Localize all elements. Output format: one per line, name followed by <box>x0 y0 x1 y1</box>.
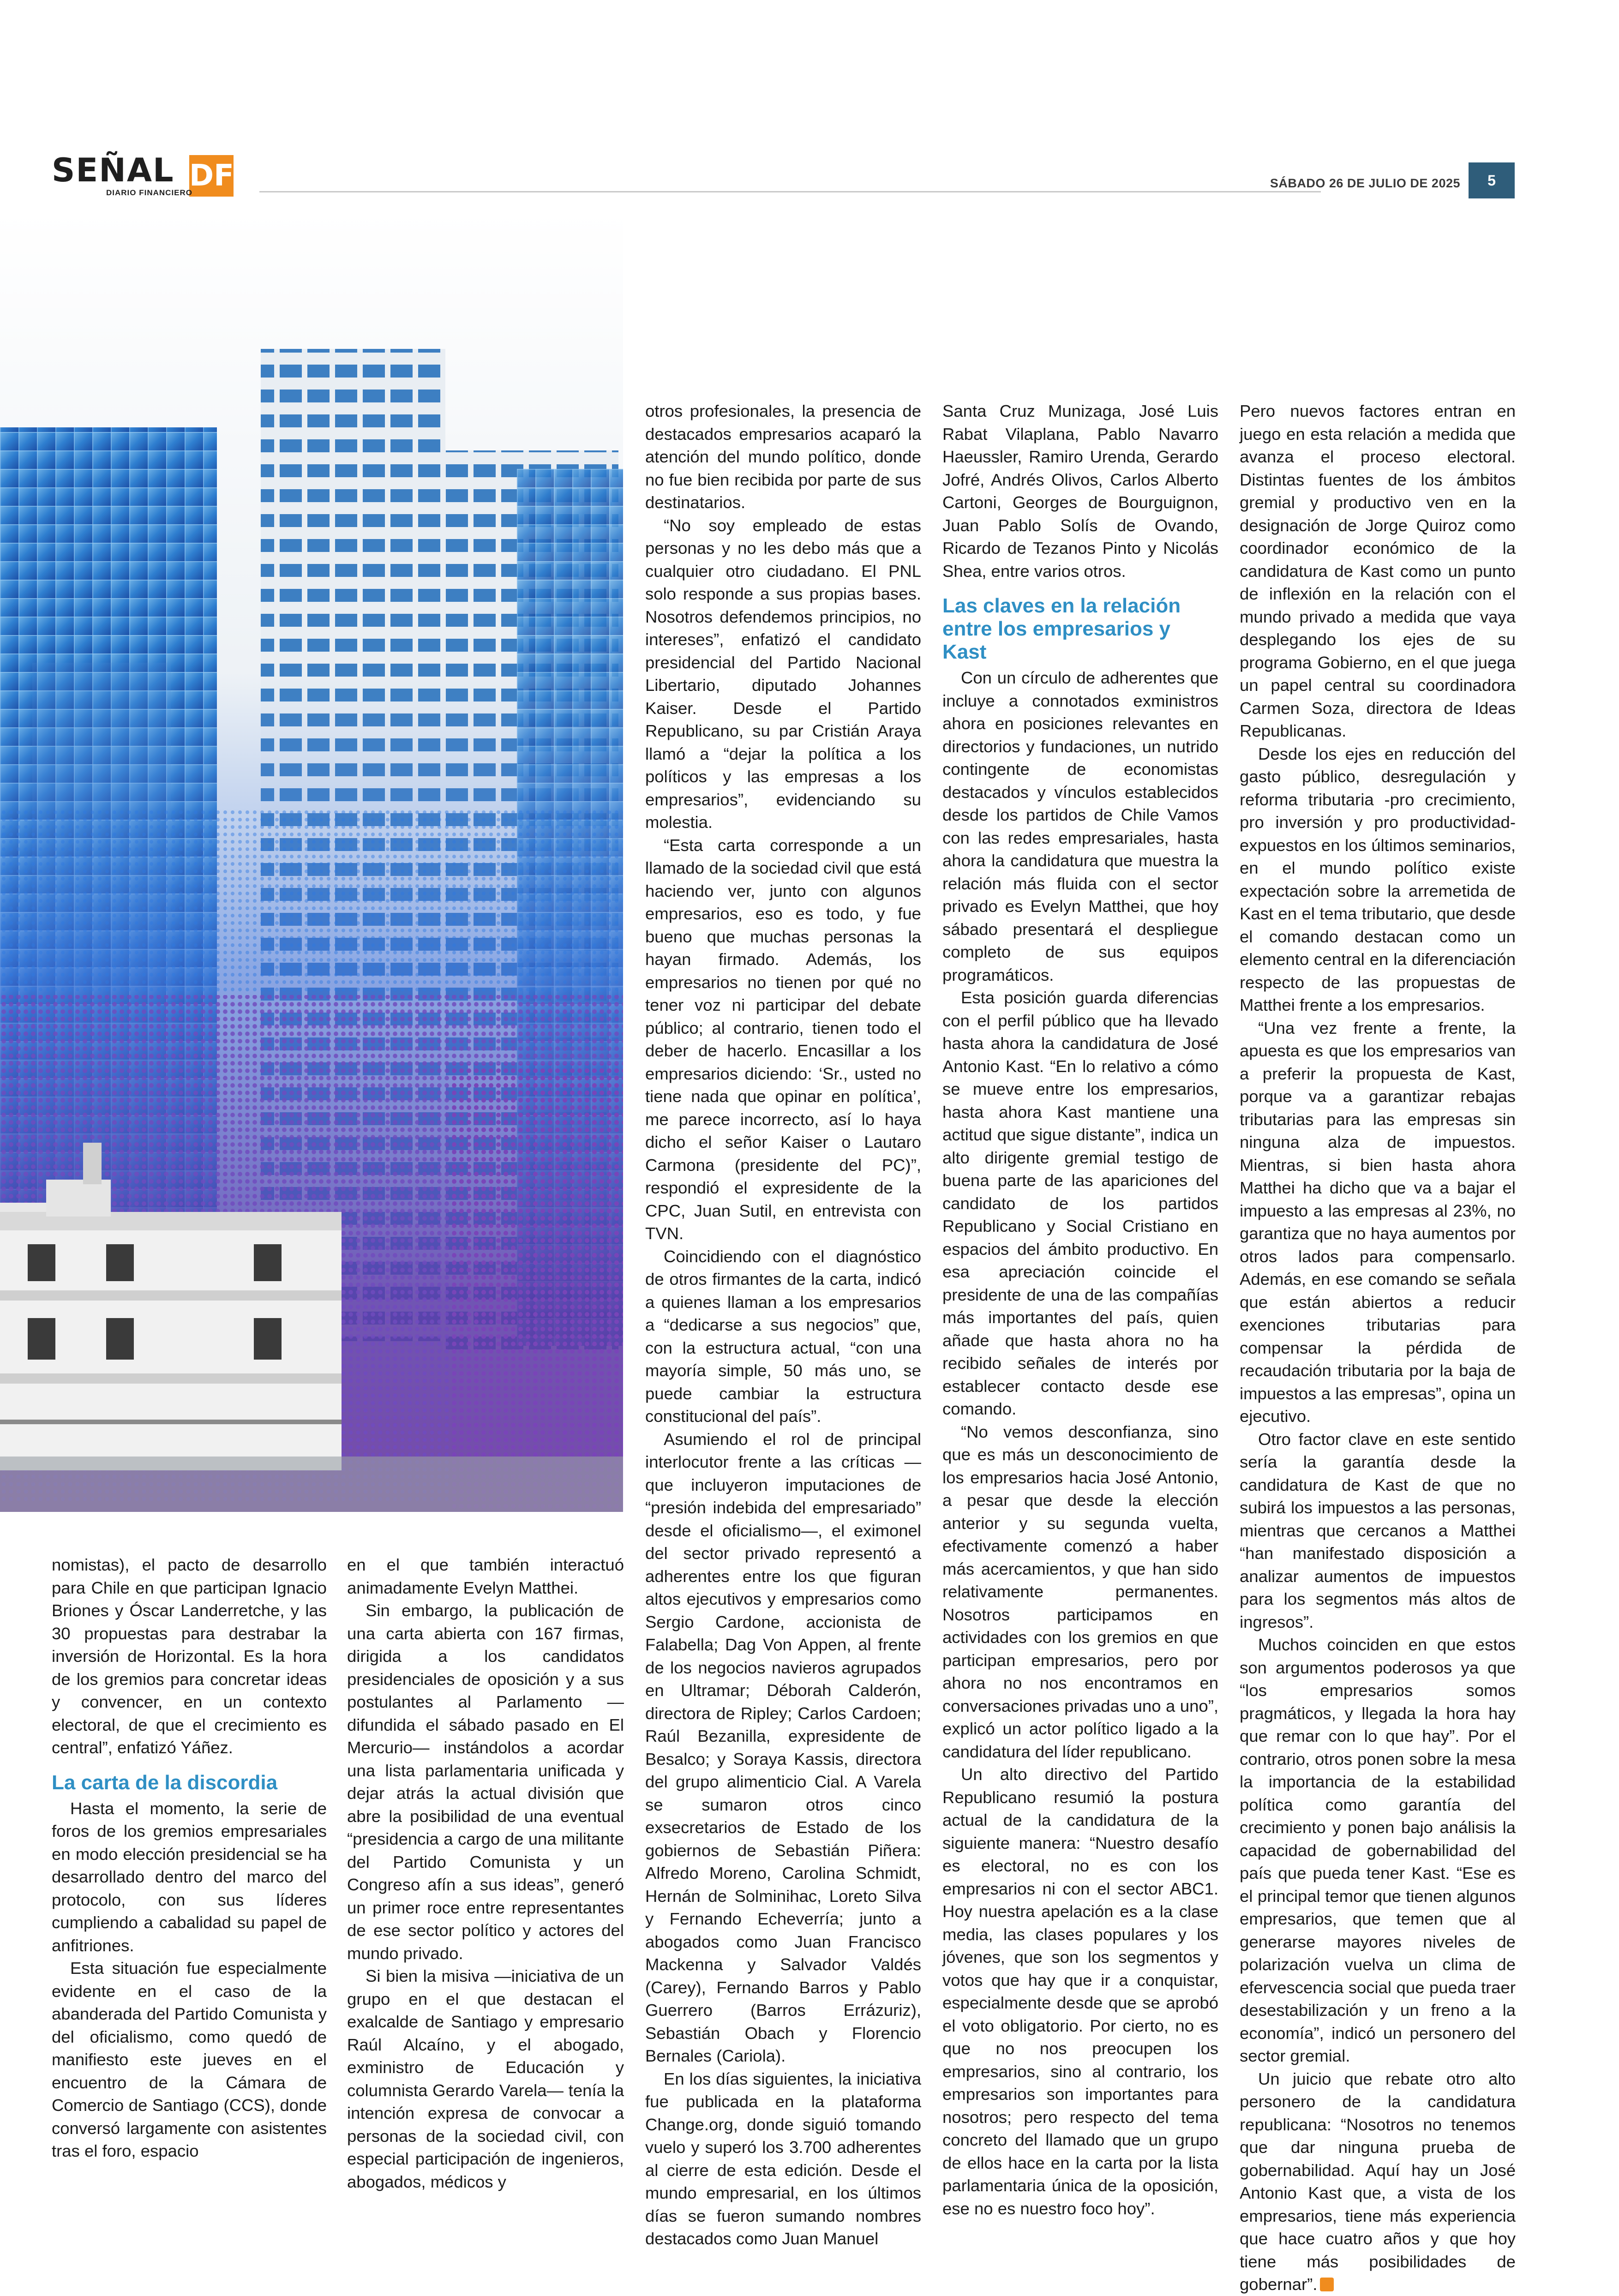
paragraph: Si bien la misiva —iniciativa de un grupo en el que destacan el exalcalde de Santiago y empresario Raúl Alcaíno, y el abogado, exministro de Educación y columnista Gerardo Varela— tenía la intención expresa de convocar a personas de la sociedad civil, con especial participación de ingenieros, abogados, médicos y <box>347 1966 624 2191</box>
paragraph: en el que también interactuó animadamente Evelyn Matthei. <box>347 1555 624 1597</box>
article-column-2 <box>347 1553 624 2193</box>
paragraph-final <box>1240 2068 1516 2296</box>
paragraph: “No vemos desconfianza, sino que es más un desconocimiento de los empresarios hacia José Antonio, a pesar que desde la elección anterior y su segunda vuelta, efectivamente comenzó a haber más acercamientos, y que han sido relativamente permanentes. Nosotros participamos en actividades con los gremios en que participan empresarios, pero por ahora no nos encontramos en conversaciones privadas uno a uno”, explicó un actor político ligado a la candidatura del líder republicano. <box>942 1422 1218 1761</box>
paragraph: Asumiendo el rol de principal interlocutor frente a las críticas —que incluyeron imputaciones de “presión indebida del empresariado” desde el oficialismo—, el eximonel del sector privado representó a adherentes entre los que figuran altos ejecutivos y empresarios como Sergio Cardone, accionista de Falabella; Dag Von Appen, al frente de los negocios navieros agrupados en Ultramar; Déborah Calderón, directora de Ripley; Carlos Cardoen; Raúl Bezanilla, expresidente de Besalco; y Soraya Kassis, directora del grupo alimenticio Cial. A Varela se sumaron otros cinco exsecretarios de Estado de los gobiernos de Sebastián Piñera: Alfredo Moreno, Carolina Schmidt, Hernán de Solminihac, Loreto Silva y Fernando Echeverría; junto a abogados como Juan Francisco Mackenna y Salvador Valdés (Carey), Fernando Barros y Pablo Guerrero (Barros Errázuriz), Sebastián Obach y Florencio Bernales (Cariola). <box>645 1429 921 2065</box>
article-column-3 <box>645 400 921 2250</box>
paragraph: Hasta el momento, la serie de foros de los gremios empresariales en modo elección presidencial se ha desarrollado dentro del marco del protocolo, con sus líderes cumpliendo a cabalidad su papel de anfitriones. <box>52 1798 327 1955</box>
paragraph: En los días siguientes, la iniciativa fue publicada en la plataforma Change.org, donde siguió tomando vuelo y superó los 3.700 adherentes al cierre de esta edición. Desde el mundo empresarial, en los últimos días se fueron sumando nombres destacados como Juan Manuel <box>645 2069 921 2248</box>
article-column-5 <box>1240 400 1516 2296</box>
paragraph: Santa Cruz Munizaga, José Luis Rabat Vilaplana, Pablo Navarro Haeussler, Ramiro Urenda, Gerardo Jofré, Andrés Olivos, Carlos Alberto Cartoni, Georges de Bourguignon, Juan Pablo Solís de Ovando, Ricardo de Tezanos Pinto y Nicolás Shea, entre varios otros. <box>942 402 1218 581</box>
article-column-4 <box>942 400 1218 2220</box>
paragraph: Coincidiendo con el diagnóstico de otros firmantes de la carta, indicó a quienes llaman a los empresarios a “dedicarse a sus negocios” que, con la estructura actual, “con una mayoría simple, 50 más uno, se puede cambiar la estructura constitucional del país”. <box>645 1247 921 1426</box>
df-logo-box: DF <box>189 155 234 197</box>
paragraph: “Una vez frente a frente, la apuesta es que los empresarios van a preferir la propuesta de Kast, porque va a garantizar rebajas tributarias para las empresas sin ninguna alza de impuestos. Mientras, si bien hasta ahora Matthei ha dicho que va a bajar el impuesto a las empresas al 23%, no garantiza que no haya aumentos por otros lados para compensarlo. Además, en ese comando se señala que están abiertos a reducir exenciones tributarias para compensar la pérdida de recaudación tributaria por la baja de impuestos a las empresas”, opina un ejecutivo. <box>1240 1018 1516 1426</box>
paragraph: “No soy empleado de estas personas y no les debo más que a cualquier otro ciudadano. El PNL solo responde a sus propias bases. Nosotros defendemos principios, no intereses”, enfatizó el candidato presidencial del Partido Nacional Libertario, diputado Johannes Kaiser. Desde el Partido Republicano, su par Cristián Araya llamó a “dejar la política a los políticos y las empresas a los empresarios”, evidenciando su molestia. <box>645 516 921 832</box>
paragraph-text: Un juicio que rebate otro alto personero de la candidatura republicana: “Nosotros no tenemos que dar ninguna prueba de gobernabilidad. Aquí hay un José Antonio Kast que, a vista de los empresarios, tiene más experiencia que hace cuatro años y que hoy tiene más posibilidades de gobernar”. <box>1240 2069 1516 2294</box>
senal-logo: SEÑAL <box>52 151 174 189</box>
paragraph: Muchos coinciden en que estos son argumentos poderosos ya que “los empresarios somos pragmáticos, y llegada la hora hay que remar con lo que hay”. Por el contrario, otros ponen sobre la mesa la importancia de la estabilidad política como garantía del crecimiento y ponen bajo análisis la capacidad de gobernabilidad del país que pueda tener Kast. “Ese es el principal temor que tienen algunos empresarios, que temen que al generarse mayores niveles de polarización vuelva un clima de efervescencia social que pueda traer desestabilización y un freno a la economía”, indicó un personero del sector gremial. <box>1240 1635 1516 2065</box>
paragraph: Esta situación fue especialmente evidente en el caso de la abanderada del Partido Comunista y del oficialismo, como quedó de manifiesto este jueves en el encuentro de la Cámara de Comercio de Santiago (CCS), donde conversó largamente con asistentes tras el foro, espacio <box>52 1959 327 2160</box>
page-number: 5 <box>1469 162 1515 198</box>
buildings-halftone-photo <box>0 210 623 1512</box>
paragraph: otros profesionales, la presencia de destacados empresarios acaparó la atención del mundo político, donde no fue bien recibida por parte de sus destinatarios. <box>645 402 921 512</box>
logo-subtitle: DIARIO FINANCIERO <box>106 188 192 197</box>
end-of-article-icon <box>1320 2278 1334 2291</box>
masthead <box>52 152 1515 203</box>
issue-date: SÁBADO 26 DE JULIO DE 2025 <box>1270 176 1460 190</box>
paragraph: Otro factor clave en este sentido sería la garantía desde la candidatura de Kast de que no subirá los impuestos a las personas, mientras que cercanos a Matthei “han manifestado disposición a analizar aumentos de impuestos para los segmentos más altos de ingresos”. <box>1240 1429 1516 1631</box>
paragraph: Pero nuevos factores entran en juego en esta relación a medida que avanza el proceso electoral. Distintas fuentes de los ámbitos gremial y productivo ven en la designación de Jorge Quiroz como coordinador económico de la candidatura de Kast como un punto de inflexión en la relación con el mundo privado a medida que vaya desplegando los ejes de su programa Gobierno, en el que juega un papel central su coordinadora Carmen Soza, directora de Ideas Republicanas. <box>1240 402 1516 740</box>
article-column-1 <box>52 1553 327 2163</box>
paragraph: Con un círculo de adherentes que incluye a connotados exministros ahora en posiciones relevantes en directorios y fundaciones, un nutrido contingente de economistas destacados y vínculos establecidos desde los partidos de Chile Vamos con las redes empresariales, hasta ahora la candidatura que muestra la relación más fluida con el sector privado es Evelyn Matthei, que hoy sábado presentará el despliegue completo de sus equipos programáticos. <box>942 668 1218 984</box>
paragraph: Esta posición guarda diferencias con el perfil público que ha llevado hasta ahora la candidatura de José Antonio Kast. “En lo relativo a cómo se mueve entre los empresarios, hasta ahora Kast mantiene una actitud que sigue distante”, indica un alto dirigente gremial testigo de buena parte de las apariciones del candidato de los partidos Republicano y Social Cristiano en espacios del ámbito productivo. En esa apreciación coincide el presidente de una de las compañías más importantes del país, quien añade que hasta ahora no ha recibido señales de interés por establecer contacto desde ese comando. <box>942 988 1218 1418</box>
paragraph: Desde los ejes en reducción del gasto público, desregulación y reforma tributaria -pro crecimiento, pro inversión y pro productividad- expuestos en los últimos seminarios, en el mundo político existe expectación sobre la arremetida de Kast en el tema tributario, que desde el comando destacan como un elemento central en la diferenciación respecto de las propuestas de Matthei frente a los empresarios. <box>1240 744 1516 1014</box>
paragraph: Sin embargo, la publicación de una carta abierta con 167 firmas, dirigida a los candidatos presidenciales de oposición y a sus postulantes al Parlamento —difundida el sábado pasado en El Mercurio— instándolos a acordar una lista parlamentaria unificada y dejar atrás la actual división que abre la posibilidad de una eventual “presidencia a cargo de una militante del Partido Comunista y un Congreso afín a sus ideas”, generó un primer roce entre representantes de ese sector político y actores del mundo privado. <box>347 1601 624 1963</box>
paragraph: nomistas), el pacto de desarrollo para Chile en que participan Ignacio Briones y Óscar Landerretche, y las 30 propuestas para destrabar la inversión de Horizontal. Es la hora de los gremios para concretar ideas y convencer, en un contexto electoral, de que el crecimiento es central”, enfatizó Yáñez. <box>52 1555 327 1757</box>
paragraph: “Esta carta corresponde a un llamado de la sociedad civil que está haciendo ver, junto con algunos empresarios, eso es todo, y fue bueno que muchas personas la hayan firmado. Además, los empresarios no tienen por qué no tener voz ni participar del debate público; al contrario, tienen todo el deber de hacerlo. Encasillar a los empresarios diciendo: ‘Sr., usted no tiene nada que opinar en política’, me parece incorrecto, así lo haya dicho el señor Kaiser o Lautaro Carmona (presidente del PC)”, respondió el expresidente de la CPC, Juan Sutil, en entrevista con TVN. <box>645 835 921 1243</box>
paragraph: Un alto directivo del Partido Republicano resumió la postura actual de la candidatura de la siguiente manera: “Nuestro desafío es electoral, no es con los empresarios ni con el sector ABC1. Hoy nuestra apelación es a la clase media, las clases populares y los jóvenes, que son los segmentos y votos que hay que ir a conquistar, especialmente desde que se aprobó el voto obligatorio. Por cierto, no es que no nos preocupen los empresarios, sino al contrario, los empresarios son importantes para nosotros; pero respecto del tema concreto del llamado que un grupo de ellos hace en la carta por la lista parlamentaria única de la oposición, ese no es nuestro foco hoy”. <box>942 1765 1218 2218</box>
section-heading: La carta de la discordia <box>52 1771 278 1794</box>
header-rule <box>259 191 1321 192</box>
section-heading: Las claves en la relación entre los empresarios y Kast <box>942 594 1181 663</box>
